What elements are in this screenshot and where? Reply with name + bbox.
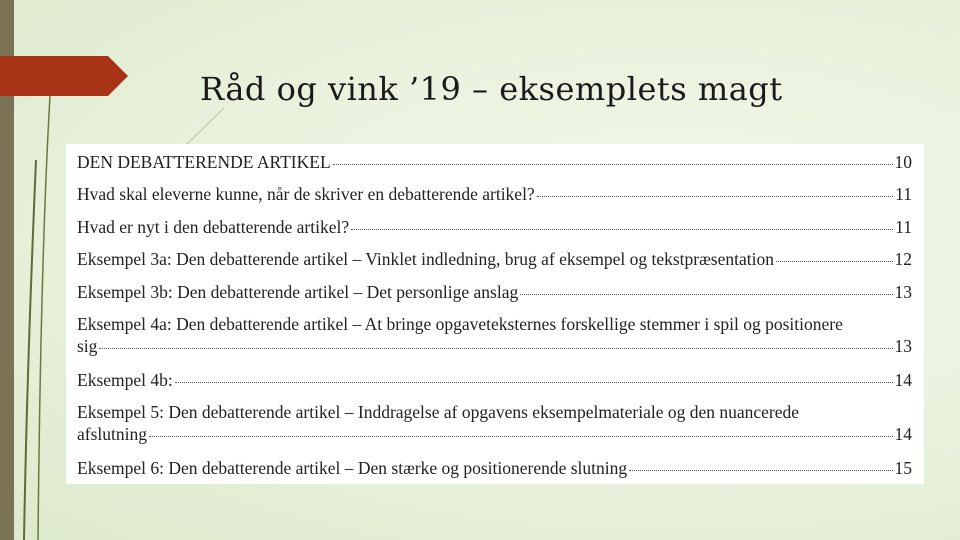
dot-leader [175,382,893,383]
slide-title: Råd og vink ’19 – eksemplets magt [200,70,783,108]
dot-leader [776,261,893,262]
dot-leader [149,436,893,437]
toc-page-number: 15 [894,458,912,479]
toc-page-number: 13 [894,281,912,302]
toc-entry-text: Eksempel 5: Den debatterende artikel – Inddragelse af opgavens eksempelmateriale og den nuancerede [77,402,800,423]
dot-leader [351,229,893,230]
table-of-contents [66,144,924,484]
toc-entry-text-continued: afslutning [77,424,147,445]
toc-page-number: 14 [894,424,912,445]
toc-entry-text: Eksempel 3a: Den debatterende artikel – Vinklet indledning, brug af eksempel og tekstpræsentation [77,249,774,270]
toc-page-number: 14 [894,369,912,390]
toc-entry-text: Eksempel 4a: Den debatterende artikel – At bringe opgaveteksternes forskellige stemmer i spil og positionere [77,313,843,334]
dot-leader [520,294,892,295]
toc-entry-text: Hvad skal eleverne kunne, når de skriver en debatterende artikel? [77,184,535,205]
toc-entry [77,180,912,212]
toc-entry-text: Hvad er nyt i den debatterende artikel? [77,216,350,237]
toc-page-number: 11 [895,216,912,237]
toc-entry [77,278,912,310]
dot-leader [629,470,892,471]
toc-entry [77,366,912,398]
toc-page-number: 13 [894,335,912,356]
toc-entry [77,454,912,486]
toc-entry [77,148,912,180]
toc-entry [77,310,912,366]
dot-leader [99,348,892,349]
toc-entry-text: Eksempel 3b: Den debatterende artikel – Det personlige anslag [77,281,519,302]
toc-page-number: 12 [894,249,912,270]
toc-entry-text: DEN DEBATTERENDE ARTIKEL [77,152,331,172]
dot-leader [537,196,893,197]
toc-entry [77,213,912,245]
toc-entry-text: Eksempel 4b: [77,369,173,390]
dot-leader [333,164,893,165]
toc-entry [77,398,912,454]
toc-entry-text: Eksempel 6: Den debatterende artikel – Den stærke og positionerende slutning [77,458,628,479]
toc-page-number: 10 [894,152,912,172]
toc-page-number: 11 [895,184,912,205]
toc-entry [77,245,912,277]
title-accent-tab [0,56,128,96]
toc-entry-text-continued: sig [77,335,98,356]
